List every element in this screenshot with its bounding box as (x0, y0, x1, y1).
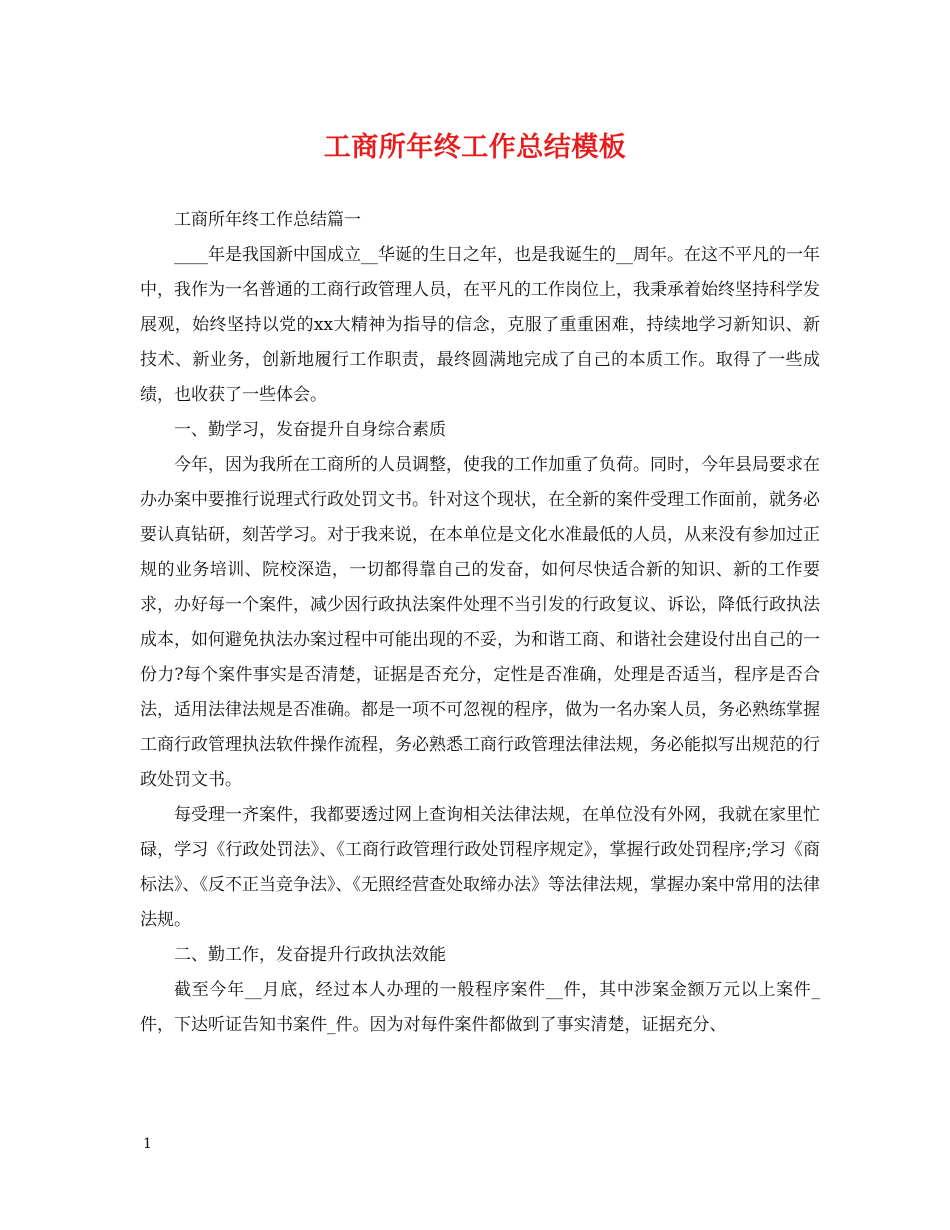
document-title: 工商所年终工作总结模板 (323, 132, 627, 163)
body-paragraph: ____年是我国新中国成立__华诞的生日之年，也是我诞生的__周年。在这不平凡的一年中，我作为一名普通的工商行政管理人员，在平凡的工作岗位上，我秉承着始终坚持科学发展观，始终坚持以党的xx大精神为指导的信念，克服了重重困难，持续地学习新知识、新技术、新业务，创新地履行工作职责，最终圆满地完成了自己的本质工作。取得了一些成绩，也收获了一些体会。 (140, 245, 820, 405)
body-paragraph: 每受理一齐案件，我都要透过网上查询相关法律法规，在单位没有外网，我就在家里忙碌，学习《行政处罚法》、《工商行政管理行政处罚程序规定》，掌握行政处罚程序;学习《商标法》、《反不正当竞争法》、《无照经营查处取缔办法》等法律法规，掌握办案中常用的法律法规。 (140, 805, 820, 930)
body-paragraph: 截至今年__月底，经过本人办理的一般程序案件__件，其中涉案金额万元以上案件_件，下达听证告知书案件_件。因为对每件案件都做到了事实清楚，证据充分、 (140, 980, 820, 1035)
document-body (140, 203, 820, 1043)
body-paragraph: 今年，因为我所在工商所的人员调整，使我的工作加重了负荷。同时，今年县局要求在办办案中要推行说理式行政处罚文书。针对这个现状，在全新的案件受理工作面前，就务必要认真钻研，刻苦学习。对于我来说，在本单位是文化水准最低的人员，从来没有参加过正规的业务培训、院校深造，一切都得靠自己的发奋，如何尽快适合新的知识、新的工作要求，办好每一个案件，减少因行政执法案件处理不当引发的行政复议、诉讼，降低行政执法成本，如何避免执法办案过程中可能出现的不妥，为和谐工商、和谐社会建设付出自己的一份力?每个案件事实是否清楚，证据是否充分，定性是否准确，处理是否适当，程序是否合法，适用法律法规是否准确。都是一项不可忽视的程序，做为一名办案人员，务必熟练掌握工商行政管理执法软件操作流程，务必熟悉工商行政管理法律法规，务必能拟写出规范的行政处罚文书。 (140, 455, 820, 790)
section-heading-part-one: 工商所年终工作总结篇一 (174, 210, 361, 230)
page-number: 1 (143, 1136, 152, 1152)
section-heading-work: 二、勤工作，发奋提升行政执法效能 (174, 945, 446, 965)
section-heading-study: 一、勤学习，发奋提升自身综合素质 (174, 420, 446, 440)
